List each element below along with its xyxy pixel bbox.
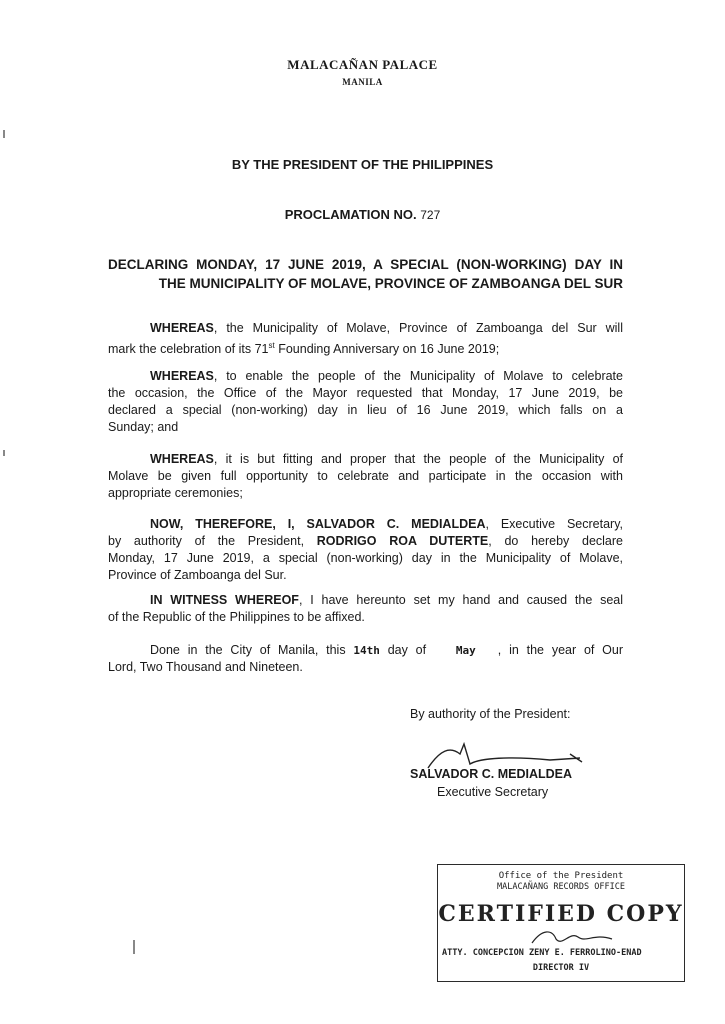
whereas-paragraph-3 — [108, 451, 623, 502]
proclamation-label: PROCLAMATION NO. — [284, 207, 417, 222]
day-value: 14th — [353, 644, 380, 657]
president-name: RODRIGO ROA DUTERTE — [316, 534, 489, 548]
p2-lead: WHEREAS — [150, 369, 214, 383]
in-witness-paragraph — [108, 592, 623, 626]
certified-copy-stamp — [437, 864, 685, 982]
title-line-1: DECLARING MONDAY, 17 JUNE 2019, A SPECIAL (NON-WORKING) DAY IN — [108, 257, 623, 272]
p5-line-1 — [108, 592, 623, 609]
p6-text-1a: Done in the City of Manila, this — [150, 643, 354, 657]
p4-line-3: Monday, 17 June 2019, a special (non-working) day in the Municipality of Molave, — [108, 551, 623, 565]
p6-line-1 — [108, 642, 623, 659]
p3-lead: WHEREAS — [150, 452, 214, 466]
p4-text-1: , Executive Secretary, — [485, 517, 623, 531]
p2-line-1 — [108, 368, 623, 385]
now-therefore-paragraph — [108, 516, 623, 584]
p3-line-2: Molave be given full opportunity to celebrate and participate in the occasion with — [108, 469, 623, 483]
palace-heading: MALACAÑAN PALACE — [287, 57, 438, 72]
p5-line-2: of the Republic of the Philippines to be affixed. — [108, 610, 365, 624]
p4-line-4: Province of Zamboanga del Sur. — [108, 568, 287, 582]
p6-text-1c: , in the year of Our — [497, 643, 624, 657]
stamp-director: DIRECTOR IV — [532, 963, 590, 973]
p2-line-4: Sunday; and — [108, 420, 179, 434]
scan-mark — [3, 130, 5, 138]
p4-lead: NOW, THEREFORE, I, SALVADOR C. MEDIALDEA — [150, 517, 486, 531]
stamp-attorney: ATTY. CONCEPCION ZENY E. FERROLINO-ENAD — [442, 948, 642, 958]
signatory-title: Executive Secretary — [437, 785, 549, 799]
done-paragraph — [108, 642, 623, 676]
p4-line-1 — [108, 516, 623, 533]
by-authority-line: By authority of the President: — [410, 707, 571, 721]
scan-mark — [133, 940, 135, 954]
p5-text-1: , I have hereunto set my hand and caused the seal — [298, 593, 624, 607]
p2-line-3: declared a special (non-working) day in lieu of 16 June 2019, which falls on a — [108, 403, 623, 417]
p6-text-1b: day of — [379, 643, 434, 657]
month-value: May — [455, 644, 476, 657]
president-line: BY THE PRESIDENT OF THE PHILIPPINES — [231, 157, 494, 172]
title-line-2: THE MUNICIPALITY OF MOLAVE, PROVINCE OF ZAMBOANGA DEL SUR — [158, 276, 623, 291]
p2-line-2: the occasion, the Office of the Mayor requested that Monday, 17 June 2019, be — [108, 386, 623, 400]
stamp-office: Office of the President — [498, 871, 624, 881]
p1-sup: st — [268, 341, 275, 350]
p6-line-2: Lord, Two Thousand and Nineteen. — [108, 660, 303, 674]
city-heading: MANILA — [342, 77, 383, 87]
proclamation-num: 727 — [420, 208, 441, 222]
proclamation-title — [108, 255, 623, 293]
scan-mark — [3, 450, 5, 456]
p1-text-2a: mark the celebration of its 71 — [108, 342, 269, 357]
p4-text-2c: , do hereby declare — [488, 534, 623, 548]
stamp-records-office: MALACAÑANG RECORDS OFFICE — [497, 882, 625, 892]
p3-line-3: appropriate ceremonies; — [108, 486, 243, 500]
p1-text-1: , the Municipality of Molave, Province of Zamboanga del Sur will — [213, 321, 623, 335]
p1-lead: WHEREAS — [150, 321, 214, 335]
p2-text-1: , to enable the people of the Municipality of Molave to celebrate — [213, 369, 623, 383]
proclamation-number — [0, 207, 725, 222]
p3-text-1: , it is but fitting and proper that the people of the Municipality of — [213, 452, 623, 466]
stamp-certified-copy: CERTIFIED COPY — [438, 901, 684, 927]
p4-text-2a: by authority of the President, — [108, 534, 317, 548]
p1-line-2 — [108, 337, 623, 358]
p5-lead: IN WITNESS WHEREOF — [150, 593, 299, 607]
p4-line-2 — [108, 533, 623, 550]
whereas-paragraph-2 — [108, 368, 623, 436]
p3-line-1 — [108, 451, 623, 468]
signatory-name: SALVADOR C. MEDIALDEA — [410, 767, 573, 781]
p1-text-2b: Founding Anniversary on 16 June 2019; — [274, 342, 500, 357]
p1-line-1 — [108, 320, 623, 337]
whereas-paragraph-1 — [108, 320, 623, 358]
